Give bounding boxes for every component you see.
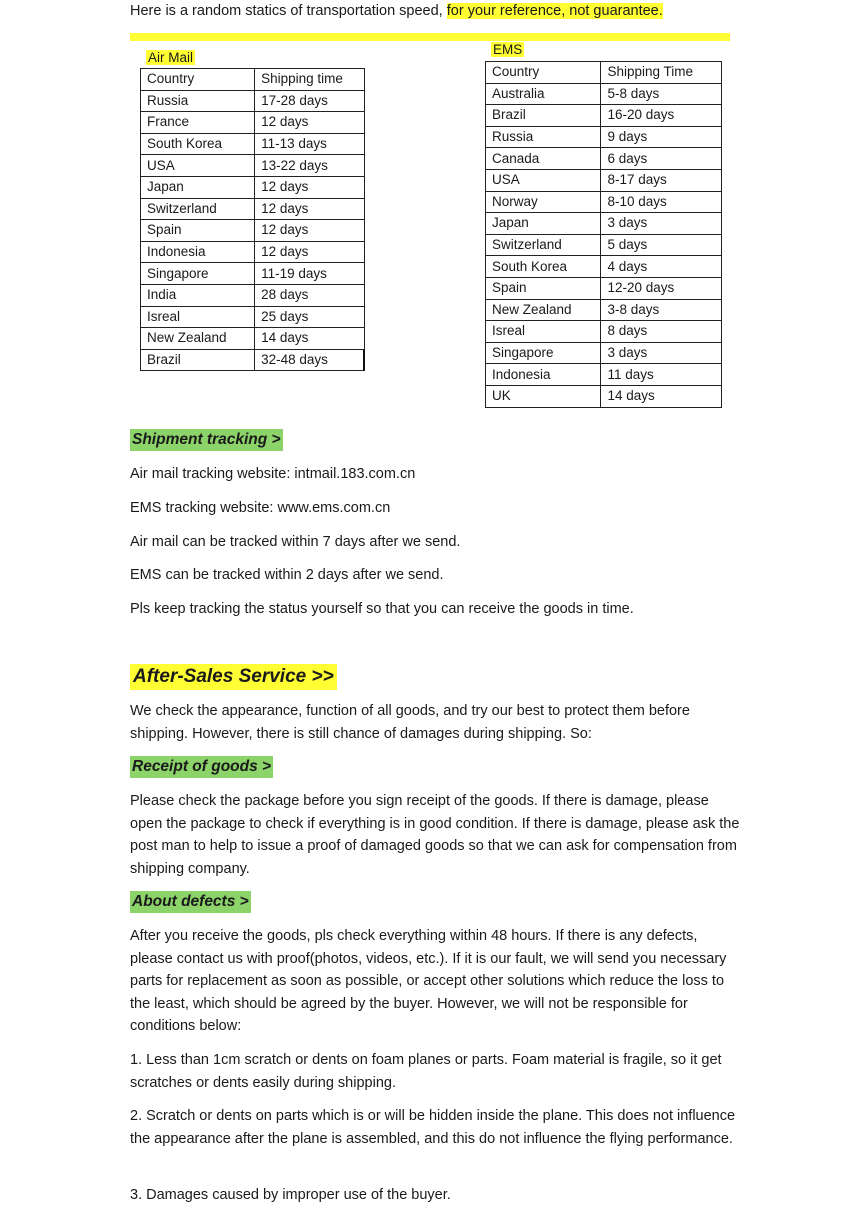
table-row	[141, 220, 365, 242]
table-row	[141, 176, 365, 198]
table-row	[486, 191, 722, 213]
receipt-text: Please check the package before you sign receipt of the goods. If there is damage, please open the package to check if everything is in good condition. If there is damage, please ask the post man to help to issue a proof of damaged goods so that we can ask for compensation from shipping company.	[130, 793, 740, 877]
table-row	[141, 198, 365, 220]
table-row	[141, 241, 365, 263]
table-row	[141, 112, 365, 134]
country-cell: South Korea	[141, 133, 255, 155]
defects-heading: About defects >	[130, 891, 251, 913]
shipping-time-cell: 12 days	[255, 176, 364, 198]
defects-item-1: 1. Less than 1cm scratch or dents on foam planes or parts. Foam material is fragile, so it get scratches or dents easily during shipping.	[130, 1052, 722, 1091]
country-cell: Australia	[486, 83, 601, 105]
country-cell: Norway	[486, 191, 601, 213]
shipping-time-cell: 8 days	[601, 321, 722, 343]
table-row	[141, 328, 365, 350]
shipping-time-cell: 14 days	[255, 328, 364, 350]
country-cell: USA	[141, 155, 255, 177]
defects-heading-wrap	[130, 891, 251, 913]
table-row	[486, 342, 722, 364]
table-row	[486, 234, 722, 256]
defects-item-3: 3. Damages caused by improper use of the buyer.	[130, 1187, 451, 1203]
airmail-header-country: Country	[141, 69, 255, 91]
shipping-time-cell: 13-22 days	[255, 155, 364, 177]
ems-header-time: Shipping Time	[601, 62, 722, 84]
country-cell: New Zealand	[486, 299, 601, 321]
table-row	[141, 284, 365, 306]
country-cell: Singapore	[141, 263, 255, 285]
yellow-divider	[130, 33, 730, 41]
shipping-time-cell: 3 days	[601, 213, 722, 235]
table-row	[141, 90, 365, 112]
airmail-header-time: Shipping time	[255, 69, 364, 91]
airmail-caption-wrap	[146, 49, 195, 67]
country-cell: Singapore	[486, 342, 601, 364]
country-cell: Japan	[486, 213, 601, 235]
shipping-time-cell: 5 days	[601, 234, 722, 256]
airmail-table	[140, 68, 365, 371]
country-cell: USA	[486, 169, 601, 191]
intro-text: Here is a random statics of transportation speed,	[130, 3, 447, 19]
table-row	[141, 306, 365, 328]
table-row	[141, 349, 365, 371]
country-cell: France	[141, 112, 255, 134]
shipping-time-cell: 6 days	[601, 148, 722, 170]
country-cell: Isreal	[486, 321, 601, 343]
country-cell: Spain	[486, 277, 601, 299]
table-row	[141, 133, 365, 155]
aftersales-heading: After-Sales Service >>	[130, 664, 337, 690]
shipping-time-cell: 17-28 days	[255, 90, 364, 112]
ems-caption-wrap	[491, 41, 524, 59]
shipping-time-cell: 12 days	[255, 198, 364, 220]
tracking-line-5: Pls keep tracking the status yourself so that you can receive the goods in time.	[130, 601, 634, 617]
ems-header-row	[486, 62, 722, 84]
table-row	[486, 169, 722, 191]
table-row	[486, 148, 722, 170]
table-row	[141, 263, 365, 285]
defects-text: After you receive the goods, pls check everything within 48 hours. If there is any defects, please contact us with proof(photos, videos, etc.). If it is our fault, we will send you necessary parts for replacement as soon as possible, or accept other solutions which reduce the loss to the least, which should be agreed by the buyer. However, we will not be responsible for conditions below:	[130, 928, 727, 1035]
tracking-line-1: Air mail tracking website: intmail.183.com.cn	[130, 466, 416, 482]
table-row	[486, 83, 722, 105]
shipping-time-cell: 12 days	[255, 220, 364, 242]
intro-line	[130, 3, 663, 19]
country-cell: South Korea	[486, 256, 601, 278]
country-cell: Switzerland	[141, 198, 255, 220]
table-row	[486, 385, 722, 407]
table-row	[486, 105, 722, 127]
shipping-time-cell: 8-17 days	[601, 169, 722, 191]
aftersales-intro: We check the appearance, function of all goods, and try our best to protect them before shipping. However, there is still chance of damages during shipping. So:	[130, 703, 690, 742]
airmail-header-row	[141, 69, 365, 91]
shipping-time-cell: 32-48 days	[255, 349, 364, 371]
ems-caption: EMS	[493, 42, 523, 57]
shipping-time-cell: 12 days	[255, 241, 364, 263]
shipping-time-cell: 28 days	[255, 284, 364, 306]
country-cell: Indonesia	[486, 364, 601, 386]
table-row	[141, 155, 365, 177]
ems-table	[485, 61, 722, 408]
country-cell: Japan	[141, 176, 255, 198]
aftersales-heading-wrap	[130, 664, 337, 690]
tracking-heading-wrap	[130, 429, 283, 451]
country-cell: Switzerland	[486, 234, 601, 256]
country-cell: Brazil	[141, 349, 255, 371]
country-cell: UK	[486, 385, 601, 407]
table-row	[486, 256, 722, 278]
shipping-time-cell: 3 days	[601, 342, 722, 364]
table-row	[486, 213, 722, 235]
shipping-time-cell: 16-20 days	[601, 105, 722, 127]
country-cell: India	[141, 284, 255, 306]
ems-header-country: Country	[486, 62, 601, 84]
shipping-time-cell: 8-10 days	[601, 191, 722, 213]
receipt-heading-wrap	[130, 756, 273, 778]
receipt-heading: Receipt of goods >	[130, 756, 273, 778]
shipping-time-cell: 9 days	[601, 126, 722, 148]
shipping-time-cell: 3-8 days	[601, 299, 722, 321]
intro-highlight: for your reference, not guarantee.	[446, 3, 663, 19]
shipping-time-cell: 12 days	[255, 112, 364, 134]
airmail-caption: Air Mail	[148, 50, 194, 65]
shipping-time-cell: 14 days	[601, 385, 722, 407]
shipping-time-cell: 12-20 days	[601, 277, 722, 299]
table-row	[486, 126, 722, 148]
shipping-time-cell: 11-13 days	[255, 133, 364, 155]
country-cell: Spain	[141, 220, 255, 242]
table-row	[486, 299, 722, 321]
table-row	[486, 321, 722, 343]
table-row	[486, 364, 722, 386]
country-cell: Indonesia	[141, 241, 255, 263]
defects-item-2: 2. Scratch or dents on parts which is or will be hidden inside the plane. This does not influence the appearance after the plane is assembled, and this do not influence the flying performance.	[130, 1108, 736, 1147]
country-cell: New Zealand	[141, 328, 255, 350]
shipping-time-cell: 25 days	[255, 306, 364, 328]
tracking-heading: Shipment tracking >	[130, 429, 283, 451]
country-cell: Russia	[141, 90, 255, 112]
table-row	[486, 277, 722, 299]
tracking-line-2: EMS tracking website: www.ems.com.cn	[130, 500, 391, 516]
country-cell: Brazil	[486, 105, 601, 127]
shipping-time-cell: 11-19 days	[255, 263, 364, 285]
country-cell: Russia	[486, 126, 601, 148]
country-cell: Canada	[486, 148, 601, 170]
shipping-time-cell: 5-8 days	[601, 83, 722, 105]
shipping-time-cell: 11 days	[601, 364, 722, 386]
tracking-line-3: Air mail can be tracked within 7 days after we send.	[130, 534, 461, 550]
tracking-line-4: EMS can be tracked within 2 days after we send.	[130, 567, 444, 583]
country-cell: Isreal	[141, 306, 255, 328]
shipping-time-cell: 4 days	[601, 256, 722, 278]
